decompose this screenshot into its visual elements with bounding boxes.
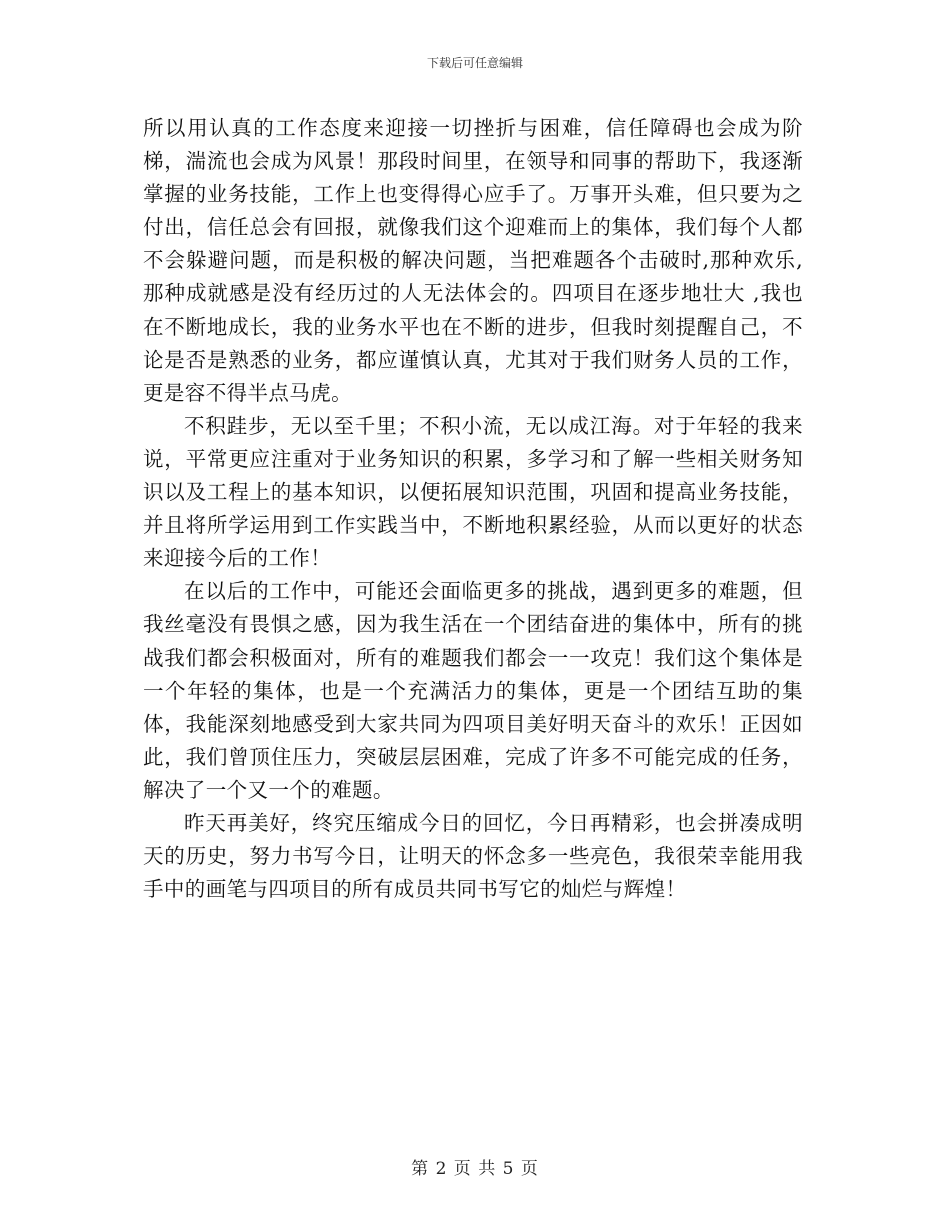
- page-number-footer: 第 2 页 共 5 页: [411, 1159, 539, 1179]
- paragraph-continuation: 所以用认真的工作态度来迎接一切挫折与困难，信任障碍也会成为阶梯，湍流也会成为风景！那段时间里，在领导和同事的帮助下，我逐渐掌握的业务技能，工作上也变得得心应手了。万事开头难，但只要为之付出，信任总会有回报，就像我们这个迎难而上的集体，我们每个人都不会躲避问题，而是积极的解决问题，当把难题各个击破时,那种欢乐,那种成就感是没有经历过的人无法体会的。四项目在逐步地壮大 ,我也在不断地成长，我的业务水平也在不断的进步，但我时刻提醒自己，不论是否是熟悉的业务，都应谨慎认真，尤其对于我们财务人员的工作，更是容不得半点马虎。: [143, 116, 803, 405]
- page-header: 下载后可任意编辑: [426, 56, 523, 70]
- paragraph: 在以后的工作中，可能还会面临更多的挑战，遇到更多的难题，但我丝毫没有畏惧之感，因为我生活在一个团结奋进的集体中，所有的挑战我们都会积极面对，所有的难题我们都会一一攻克！我们这个集体是一个年轻的集体，也是一个充满活力的集体，更是一个团结互助的集体，我能深刻地感受到大家共同为四项目美好明天奋斗的欢乐！正因如此，我们曾顶住压力，突破层层困难，完成了许多不可能完成的任务，解决了一个又一个的难题。: [143, 579, 803, 802]
- paragraph: 不积跬步，无以至千里；不积小流，无以成江海。对于年轻的我来说，平常更应注重对于业务知识的积累，多学习和了解一些相关财务知识以及工程上的基本知识，以便拓展知识范围，巩固和提高业务技能，并且将所学运用到工作实践当中，不断地积累经验，从而以更好的状态来迎接今后的工作！: [143, 413, 803, 571]
- document-body: [143, 112, 803, 906]
- paragraph: 昨天再美好，终究压缩成今日的回忆，今日再精彩，也会拼凑成明天的历史，努力书写今日，让明天的怀念多一些亮色，我很荣幸能用我手中的画笔与四项目的所有成员共同书写它的灿烂与辉煌！: [143, 810, 803, 902]
